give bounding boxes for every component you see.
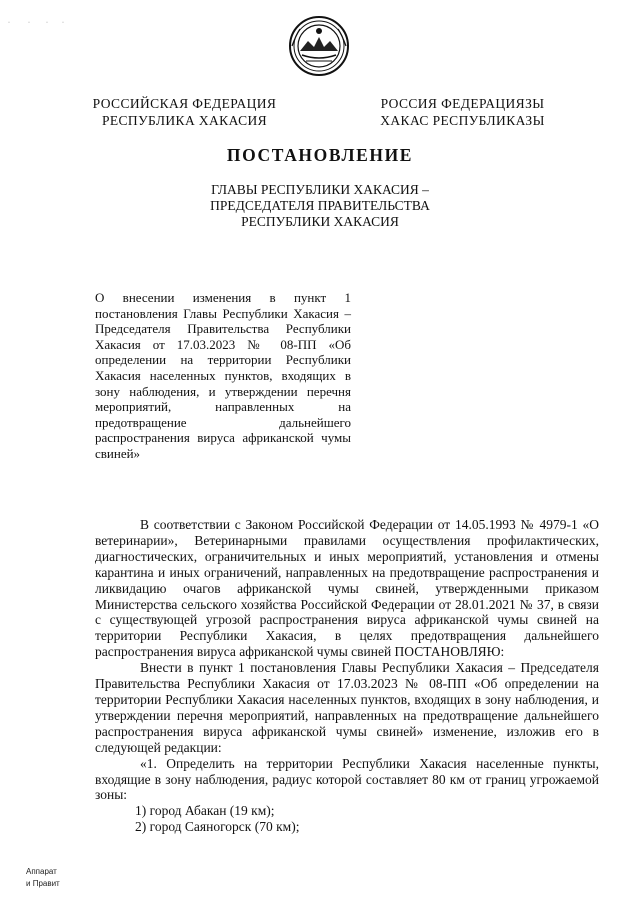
scan-noise: · <box>62 20 64 26</box>
footer-stamp <box>26 866 60 890</box>
scan-noise: · <box>8 20 10 26</box>
issuer-line1: ГЛАВЫ РЕСПУБЛИКИ ХАКАСИЯ – <box>211 182 429 197</box>
paragraph-legal-basis: В соответствии с Законом Российской Федерации от 14.05.1993 № 4979-1 «О ветеринарии», Ветеринарными правилами осуществления профилактических, диагностических, ограничительных и иных мероприятий, установления и отмены карантина и иных ограничений, направленных на предотвращение распространения и ликвидацию очагов африканской чумы свиней, утвержденными приказом Министерства сельского хозяйства Российской Федерации от 28.01.2021 № 37, в связи с существующей угрозой распространения вируса африканской чумы свиней на территории Республики Хакасия, в целях предотвращения дальнейшего распространения вируса африканской чумы свиней ПОСТАНОВЛЯЮ: <box>95 517 599 660</box>
document-title: ПОСТАНОВЛЕНИЕ <box>226 145 414 165</box>
issuer-block <box>150 182 490 230</box>
list-item: 2) город Саяногорск (70 км); <box>135 819 300 835</box>
header-right <box>370 95 555 129</box>
paragraph-amendment: Внести в пункт 1 постановления Главы Республики Хакасия – Председателя Правительства Республики Хакасия от 17.03.2023 № 08-ПП «Об определении на территории Республики Хакасия населенных пунктов, входящих в зону наблюдения, и утверждении перечня мероприятий, направленных на предотвращение дальнейшего распространения вируса африканской чумы свиней» изменение, изложив его в следующей редакции: <box>95 660 599 755</box>
coat-of-arms-emblem <box>288 15 350 77</box>
footer-line1: Аппарат <box>26 867 57 876</box>
body-text <box>95 517 599 835</box>
header-left-line2: РЕСПУБЛИКА ХАКАСИЯ <box>101 113 268 128</box>
list-item: 1) город Абакан (19 км); <box>135 803 275 819</box>
header-left-line1: РОССИЙСКАЯ ФЕДЕРАЦИЯ <box>92 96 277 111</box>
header-right-line1: РОССИЯ ФЕДЕРАЦИЯЗЫ <box>380 96 545 111</box>
scan-noise: · <box>28 20 30 26</box>
header-right-line2: ХАКАС РЕСПУБЛИКАЗЫ <box>380 113 545 128</box>
issuer-line2: ПРЕДСЕДАТЕЛЯ ПРАВИТЕЛЬСТВА <box>210 198 430 213</box>
subject-block: О внесении изменения в пункт 1 постановления Главы Республики Хакасия – Председателя Правительства Республики Хакасия от 17.03.2023 № 08-ПП «Об определении на территории Республики Хакасия населенных пунктов, входящих в зону наблюдения, и утверждении перечня мероприятий, направленных на предотвращение дальнейшего распространения вируса африканской чумы свиней» <box>95 290 351 461</box>
paragraph-new-wording: «1. Определить на территории Республики Хакасия населенные пункты, входящие в зону наблюдения, радиус которой составляет 80 км от границ угрожаемой зоны: <box>95 755 599 803</box>
scan-noise: · <box>46 20 48 26</box>
footer-line2: и Правит <box>26 879 60 888</box>
issuer-line3: РЕСПУБЛИКИ ХАКАСИЯ <box>241 214 399 229</box>
header-left <box>92 95 277 129</box>
